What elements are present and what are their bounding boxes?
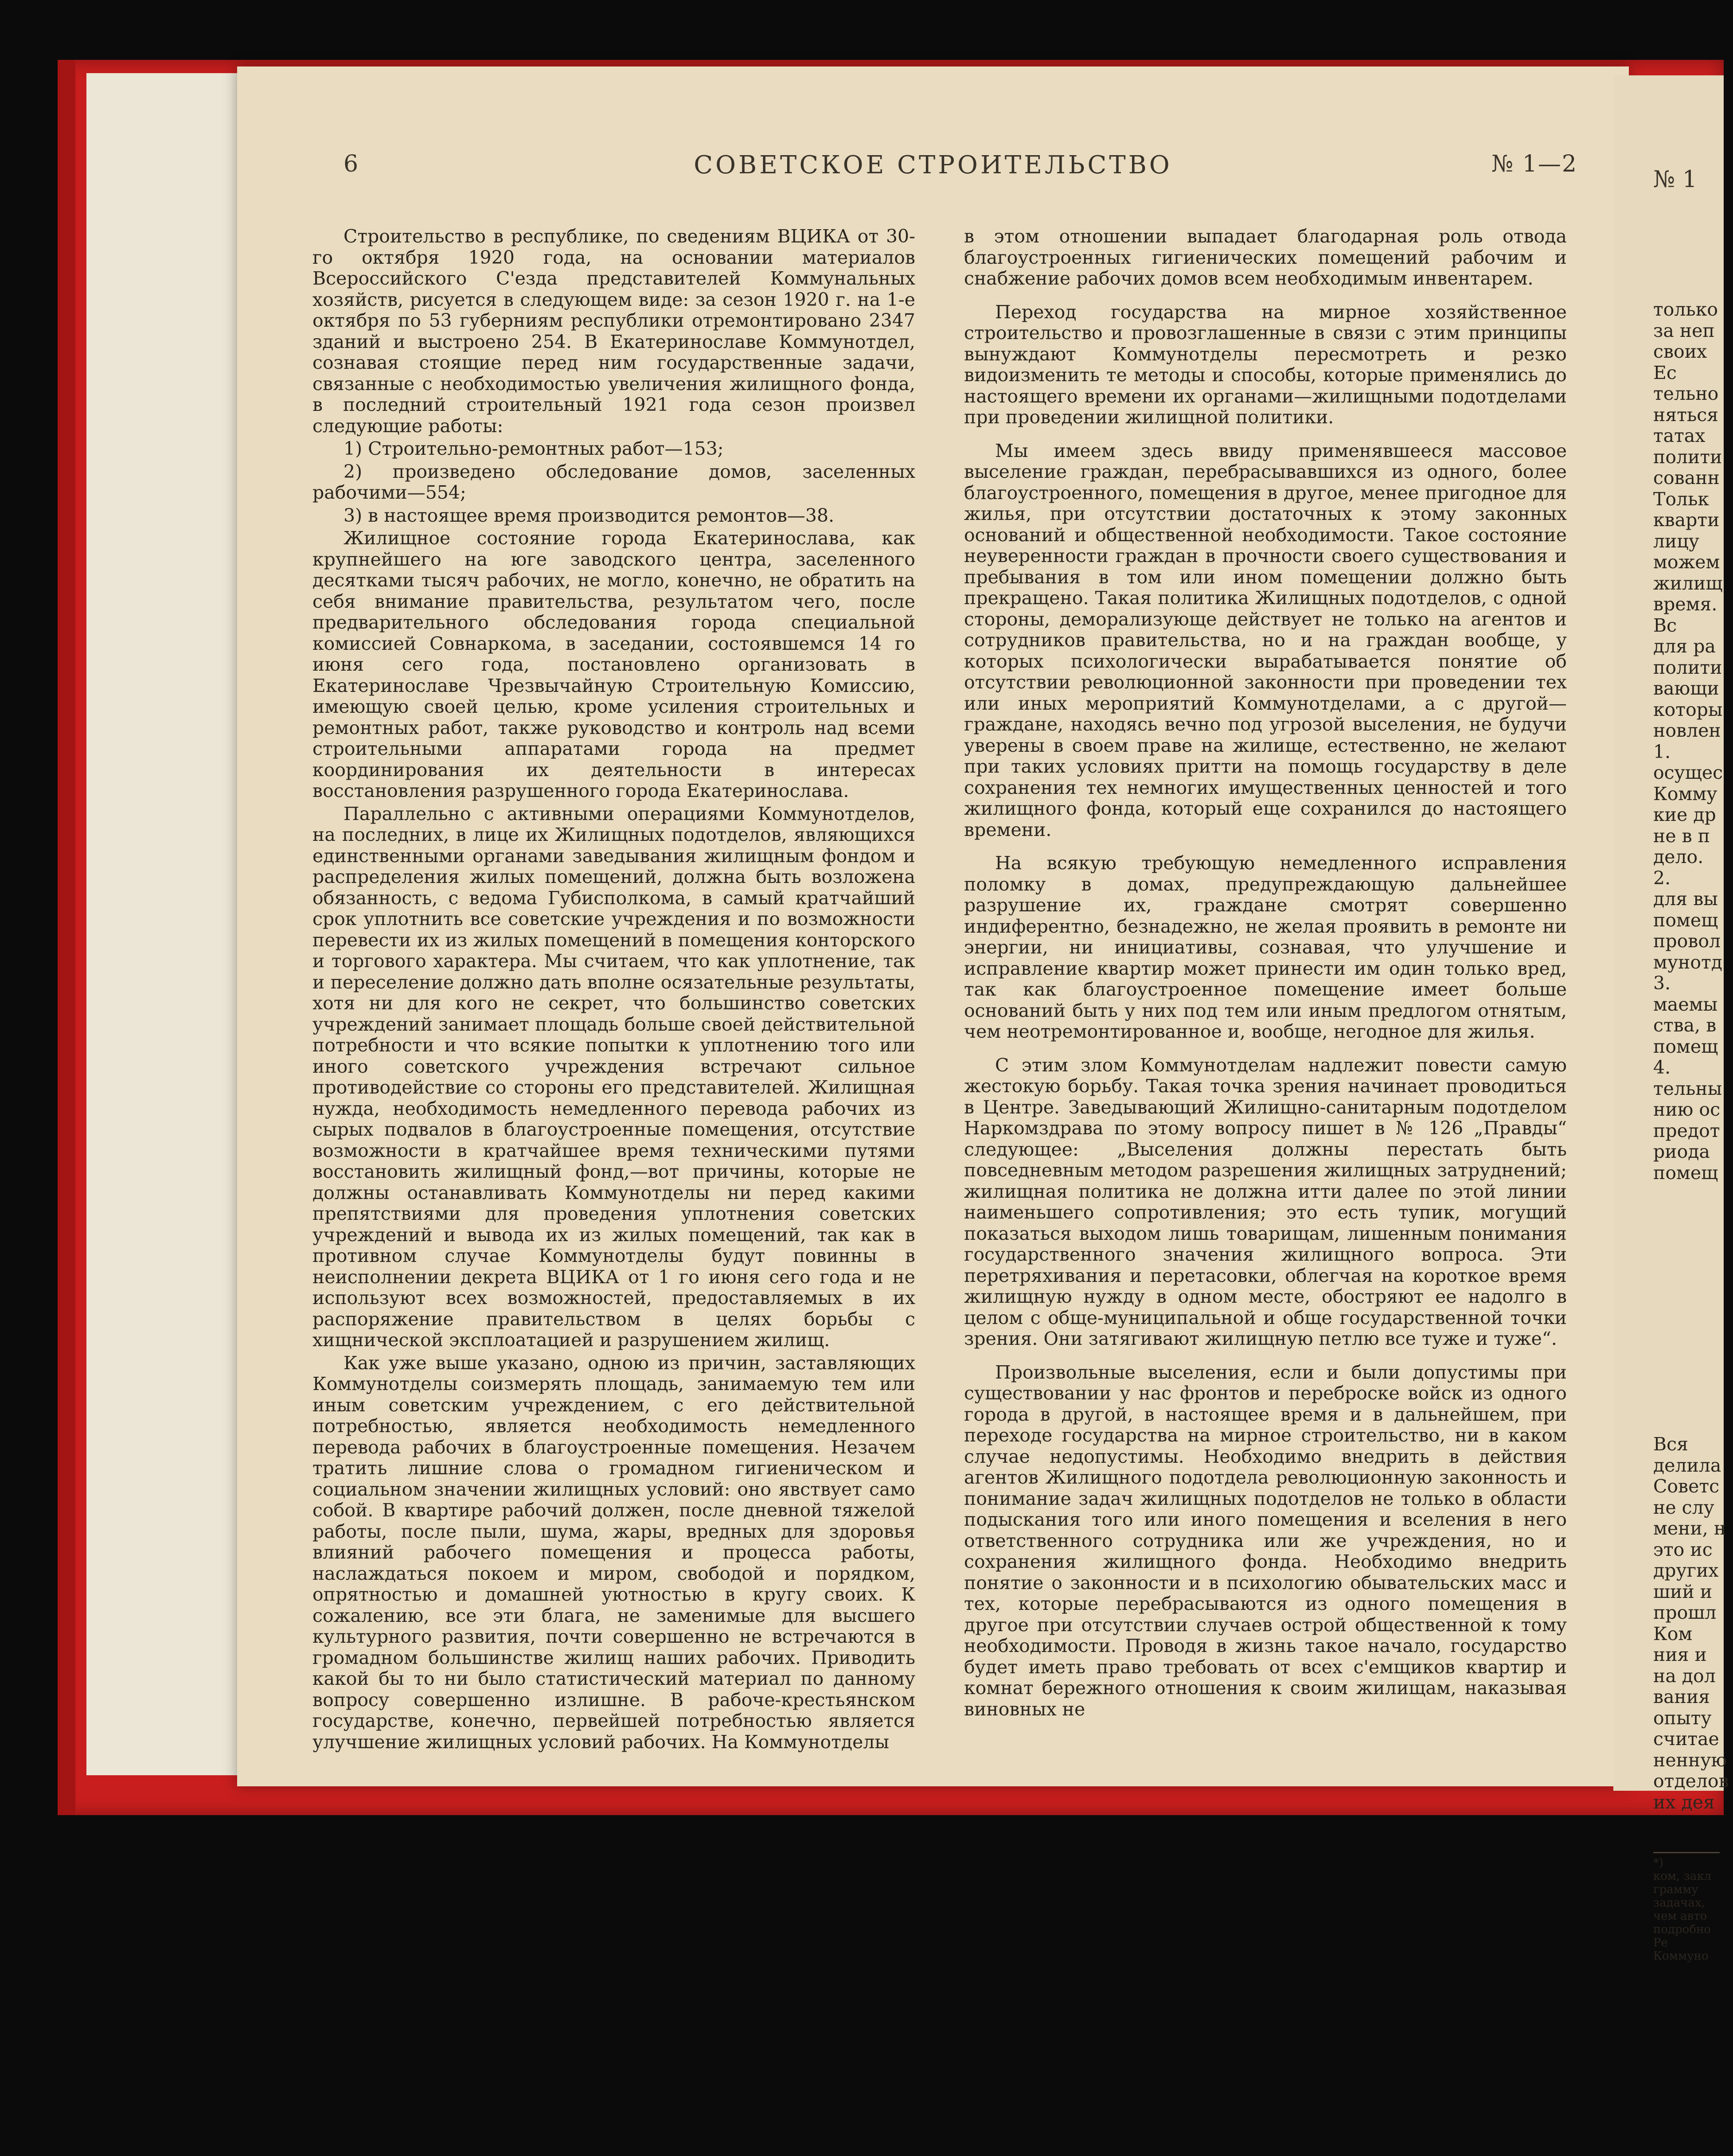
next-page-line: задачах,	[1653, 1896, 1705, 1910]
next-page-line: Коммуно	[1653, 1949, 1709, 1963]
page-number: 6	[343, 151, 359, 177]
next-page-line: лицу	[1653, 530, 1699, 552]
next-page-line: полити	[1653, 656, 1722, 678]
next-page-line: тельно	[1653, 383, 1719, 404]
paragraph: Мы имеем здесь ввиду применявшееся массовое выселение граждан, перебрасывавшихся из одного, более благоустроенного, помещения в другое, менее пригодное для жилья, при отсутствии достаточных к этому законных оснований и общественной необходимости. Такое состояние неуверенности граждан в прочности своего существования и пребывания в том или ином помещении должно быть прекращено. Такая политика Жилищных подотделов, с одной стороны, деморализующе действует не только на агентов и сотрудников правительства, но и на граждан вообще, у которых психологически вырабатывается понятие об отсутствии революционной законности при проведении тех или иных мероприятий Коммунотделами, а с другой—граждане, находясь вечно под угрозой выселения, не будучи уверены в своем праве на жилище, естественно, не желают при таких условиях притти на помощь государству в деле сохранения тех немногих имущественных ценностей и того жилищного фонда, который еще сохранился до настоящего времени.	[964, 440, 1567, 840]
list-item: 1) Строительно-ремонтных работ—153;	[343, 438, 724, 459]
next-page-line: помещ	[1653, 1162, 1718, 1183]
next-page-line: дело.	[1653, 846, 1704, 867]
issue-number: № 1—2	[1491, 151, 1577, 177]
next-page-line: не слу	[1653, 1496, 1714, 1518]
next-page-line: 3.	[1653, 973, 1671, 994]
next-page-line: которы	[1653, 699, 1723, 720]
paragraph: Параллельно с активными операциями Коммунотделов, на последних, в лице их Жилищных подотделов, являющихся единственными органами заведывания жилищным фондом и распределения жилых помещений, должна быть возложена обязанность, с ведома Губисполкома, в самый кратчайший срок уплотнить все советские учреждения и по возможности перевести их из жилых помещений в помещения конторского и торгового характера. Мы считаем, что как уплотнение, так и переселение должно дать вполне осязательные результаты, хотя ни для кого не секрет, что большинство советских учреждений занимает площадь больше своей действительной потребности и что всякие попытки к уплотнению того или иного советского учреждения встречают сильное противодействие со стороны его представителей. Жилищная нужда, необходимость немедленного перевода рабочих из сырых подвалов в благоустроенные помещения, отсутствие возможности в кратчайшее время техническими путями восстановить жилищный фонд,—вот причины, которые не должны останавливать Коммунотделы ни перед какими препятствиями для проведения уплотнения советских учреждений и вывода их из жилых помещений, так как в противном случае Коммунотделы будут повинны в неисполнении декрета ВЦИКА от 1 го июня сего года и не используют всех возможностей, предоставляемых в их распоряжение правительством в целях борьбы с хищнической эксплоатацией и разрушением жилищ.	[312, 803, 915, 1351]
next-page-text-top	[1653, 299, 1733, 1183]
next-page-line: их дея	[1653, 1791, 1715, 1813]
paragraph: Переход государства на мирное хозяйственное строительство и провозглашенные в связи с этим принципы вынуждают Коммунотделы пересмотреть и резко видоизменить те методы и способы, которые применялись до настоящего времени их органами—жилищными подотделами при проведении жилищной политики.	[964, 301, 1567, 428]
next-page-line: ший и	[1653, 1581, 1713, 1602]
newspaper-page	[237, 66, 1629, 1786]
next-page-line: *)	[1653, 1856, 1664, 1870]
next-page-line: Ком	[1653, 1623, 1693, 1644]
next-page-line: жилищ	[1653, 572, 1723, 594]
next-page-line: осущес	[1653, 762, 1723, 783]
next-page-line: вания	[1653, 1686, 1710, 1707]
next-page-line: предот	[1653, 1120, 1720, 1141]
next-page-line: вающи	[1653, 678, 1719, 699]
next-page-line: Тольк	[1653, 488, 1710, 510]
next-page-line: полити	[1653, 446, 1722, 468]
paragraph: На всякую требующую немедленного исправления поломку в домах, предупреждающую дальнейшее разрушение их, граждане смотрят совершенно индиферентно, безнадежно, не желая проявить в ремонте ни энергии, ни инициативы, сознавая, что улучшение и исправление квартир может принести им один только вред, так как благоустроенное помещение имеет больше оснований быть у них под тем или иным предлогом отнятым, чем неотремонтированное и, вообще, негодное для жилья.	[964, 852, 1567, 1042]
next-page-line: время.	[1653, 594, 1717, 615]
next-page-line: Комму	[1653, 783, 1717, 805]
paragraph: Произвольные выселения, если и были допустимы при существовании у нас фронтов и переброске войск из одного города в другой, в настоящее время и в дальнейшем, при переходе государства на мирное строительство, ни в каком случае недопустимы. Необходимо внедрить в действия агентов Жилищного подотдела революционную законность и понимание задач жилищных подотделов не только в области подыскания того или иного помещения и вселения в него ответственного сотрудника или же учреждения, но и сохранения жилищного фонда. Необходимо внедрить понятие о законности и в психологию обывательских масс и тех, которые перебрасываются из одного помещения в другое при отсутствии случаев острой общественной к тому необходимости. Проводя в жизнь такое начало, государство будет иметь право требовать от всех с'емщиков квартир и комнат бережного отношения к своим жилищам, наказывая виновных не	[964, 1361, 1567, 1720]
next-page-line: риода	[1653, 1141, 1710, 1162]
next-page-footnote	[1653, 1856, 1733, 1963]
footnote-rule	[1653, 1852, 1720, 1853]
list-item: 3) в настоящее время производится ремонтов—38.	[343, 504, 835, 526]
next-page-line: татах	[1653, 425, 1706, 446]
next-page-line: на дол	[1653, 1665, 1716, 1687]
right-column	[964, 226, 1567, 1720]
paragraph: Строительство в республике, по сведениям ВЦИКА от 30-го октября 1920 года, на основании материалов Всероссийского С'езда представителей Коммунальных хозяйств, рисуется в следующем виде: за сезон 1920 г. на 1-е октября по 53 губерниям республики отремонтировано 2347 зданий и выстроено 254. В Екатеринославе Коммунотдел, сознавая стоящие перед ним государственные задачи, связанные с необходимостью увеличения жилищного фонда, в последний строительный 1921 года сезон произвел следующие работы:	[312, 226, 915, 437]
publication-title: СОВЕТСКОЕ СТРОИТЕЛЬСТВО	[694, 151, 1172, 180]
next-page-line: других	[1653, 1560, 1719, 1581]
next-page-line: для ра	[1653, 636, 1716, 657]
paragraph: Как уже выше указано, одною из причин, заставляющих Коммунотделы соизмерять площадь, занимаемую тем или иным советским учреждением, с его действительной потребностью, является необходимость немедленного перевода рабочих в благоустроенные помещения. Незачем тратить лишние слова о громадном гигиеническом и социальном значении жилищных условий: оно явствует само собой. В квартире рабочий должен, после дневной тяжелой работы, после пыли, шума, жары, вредных для здоровья влияний рабочего помещения и процесса работы, наслаждаться покоем и миром, свободой и порядком, опрятностью и домашней уютностью в кругу своих. К сожалению, все эти блага, не заменимые для высшего культурного развития, почти совершенно не встречаются в громадном большинстве жилищ наших рабочих. Приводить какой бы то ни было статистический материал по данному вопросу совершенно излишне. В рабоче-крестьянском государстве, конечно, первейшей потребностью является улучшение жилищных условий рабочих. На Коммунотделы	[312, 1352, 915, 1753]
next-page-line: только	[1653, 299, 1718, 320]
next-page-line: 2.	[1653, 867, 1671, 889]
next-page-line: 4.	[1653, 1057, 1671, 1078]
binder-spine	[58, 60, 75, 1815]
next-page-line: помещ	[1653, 1035, 1718, 1057]
paragraph: Жилищное состояние города Екатеринослава, как крупнейшего на юге заводского центра, заселенного десятками тысяч рабочих, не могло, конечно, не обратить на себя внимание правительства, результатом чего, после предварительного обследования города специальной комиссией Совнаркома, в заседании, состоявшемся 14 го июня сего года, постановлено организовать в Екатеринославе Чрезвычайную Строительную Комиссию, имеющую своей целью, кроме усиления строительных и ремонтных работ, также руководство и контроль над всеми строительными аппаратами города на предмет координирования их деятельности в интересах восстановления разрушенного города Екатеринослава.	[312, 527, 915, 801]
next-page-line: опыту	[1653, 1707, 1712, 1729]
next-page-line: мени, н	[1653, 1518, 1726, 1539]
next-page-line: отделов	[1653, 1770, 1729, 1792]
next-page-line: для вы	[1653, 888, 1718, 910]
next-page-line: тельны	[1653, 1078, 1722, 1099]
next-page-line: Вся	[1653, 1433, 1688, 1455]
next-page-line: это ис	[1653, 1539, 1713, 1560]
next-page-line: маемы	[1653, 993, 1718, 1015]
next-page-line: прошл	[1653, 1602, 1717, 1623]
next-page-line: своих	[1653, 341, 1707, 362]
next-page-line: 1.	[1653, 741, 1671, 762]
next-page-line: ненную	[1653, 1749, 1727, 1771]
next-page-line: Советс	[1653, 1476, 1720, 1497]
next-page-line: считае	[1653, 1728, 1719, 1750]
next-page-line: провол	[1653, 930, 1721, 952]
next-page-line: ства, в	[1653, 1015, 1717, 1036]
next-page-text-bottom	[1653, 1434, 1733, 1813]
next-page-line: делила	[1653, 1454, 1721, 1476]
next-page-line: няться	[1653, 404, 1719, 426]
next-page-line: Вс	[1653, 614, 1677, 636]
next-page-edge	[1613, 75, 1729, 1963]
next-page-line: кварти	[1653, 509, 1720, 531]
next-page-line: Ре	[1653, 1936, 1668, 1949]
next-page-line: новлен	[1653, 720, 1721, 741]
next-page-issue: № 1	[1653, 166, 1697, 193]
next-page-line: за неп	[1653, 320, 1715, 341]
next-page-line: кие др	[1653, 804, 1716, 825]
next-page-line: ком, закл	[1653, 1870, 1712, 1883]
next-page-line: можем	[1653, 551, 1720, 573]
paragraph: в этом отношении выпадает благодарная роль отвода благоустроенных гигиенических помещений рабочим и снабжение рабочих домов всем необходимым инвентарем.	[964, 226, 1567, 289]
left-column	[312, 226, 915, 1753]
next-page-line: мунотд	[1653, 951, 1722, 973]
next-page-line: нию ос	[1653, 1099, 1721, 1120]
next-page-line: ния и	[1653, 1644, 1707, 1665]
paragraph: С этим злом Коммунотделам надлежит повести самую жестокую борьбу. Такая точка зрения начинает проводиться в Центре. Заведывающий Жилищно-санитарным подотделом Наркомздрава по этому вопросу пишет в № 126 „Правды“ следующее: „Выселения должны перестать быть повседневным методом разрешения жилищных затруднений; жилищная политика не должна итти далее по этой линии наименьшего сопротивления; это есть тупик, могущий показаться выходом лишь товарищам, лишенным понимания государственного значения жилищного вопроса. Эти перетряхивания и перетасовки, облегчая на короткое время жилищную нужду в одном месте, обостряют ее надолго в целом с обще-муниципальной и обще государственной точки зрения. Они затягивают жилищную петлю все туже и туже“.	[964, 1054, 1567, 1349]
next-page-line: не в п	[1653, 825, 1710, 847]
next-page-line: подробно	[1653, 1923, 1711, 1936]
next-page-line: Ес	[1653, 362, 1677, 383]
next-page-line: грамму	[1653, 1883, 1698, 1896]
next-page-line: сованн	[1653, 467, 1720, 488]
list-item: 2) произведено обследование домов, заселенных рабочими—554;	[312, 461, 915, 503]
next-page-line: помещ	[1653, 909, 1718, 931]
next-page-line: чем авто	[1653, 1910, 1707, 1923]
